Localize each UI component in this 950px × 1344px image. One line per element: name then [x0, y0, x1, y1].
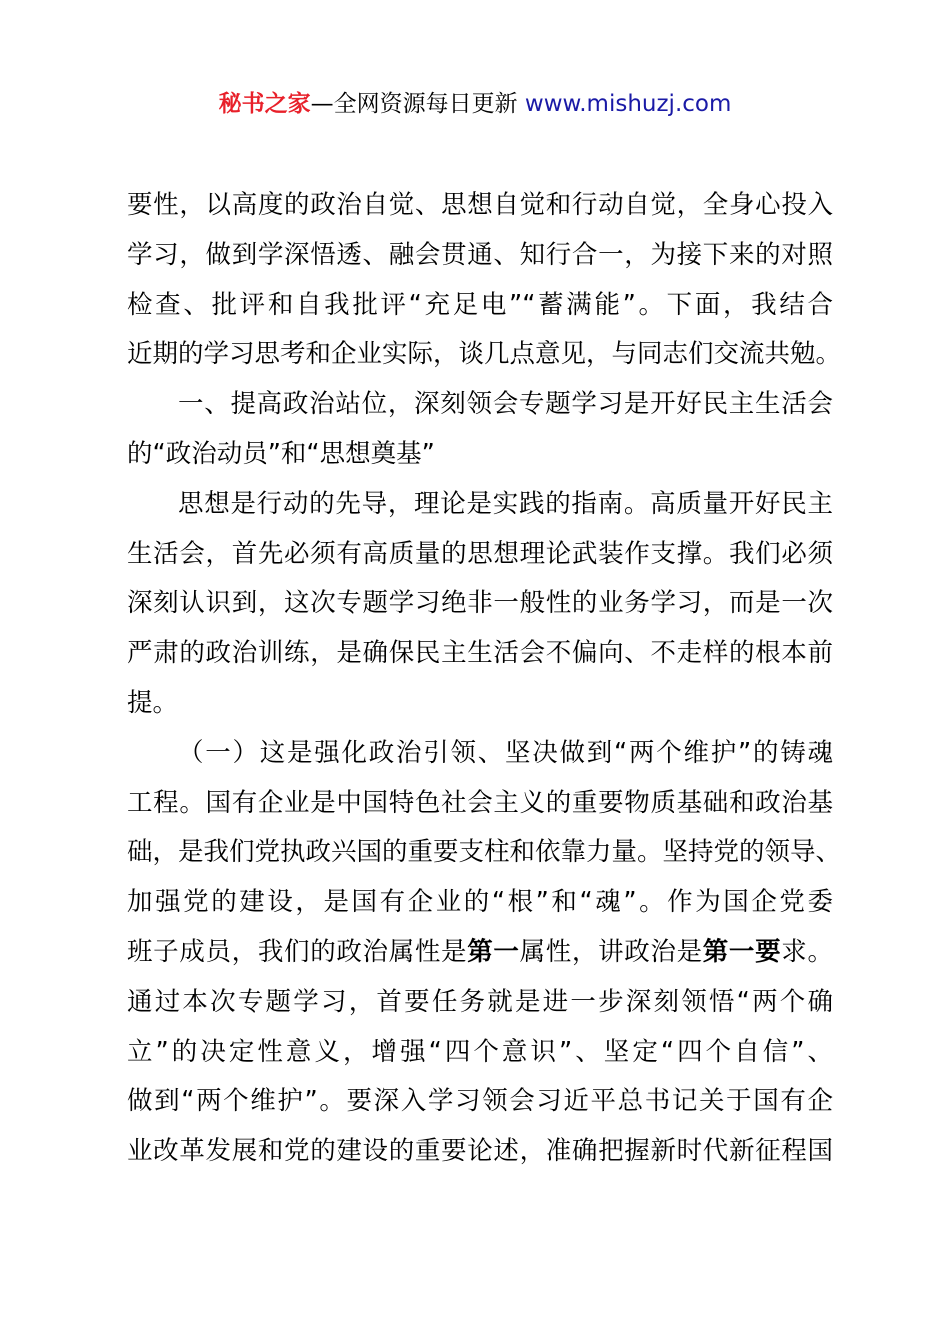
body-line: 础，是我们党执政兴国的重要支柱和依靠力量。坚持党的领导、: [127, 837, 842, 868]
text-segment: 求。: [781, 936, 833, 967]
body-line: 学习，做到学深悟透、融会贯通、知行合一，为接下来的对照: [127, 239, 833, 270]
site-url-link[interactable]: www.mishuzj.com: [524, 91, 732, 117]
body-line: 工程。国有企业是中国特色社会主义的重要物质基础和政治基: [127, 787, 833, 818]
body-line: 业改革发展和党的建设的重要论述，准确把握新时代新征程国: [127, 1136, 833, 1167]
body-line: 立”的决定性意义，增强“四个意识”、坚定“四个自信”、: [127, 1036, 833, 1067]
header-tagline: —全网资源每日更新: [310, 91, 525, 117]
body-line: 做到“两个维护”。要深入学习领会习近平总书记关于国有企: [127, 1086, 833, 1117]
emphasis-first: 第一: [467, 936, 520, 967]
body-line: 严肃的政治训练，是确保民主生活会不偏向、不走样的根本前: [127, 638, 833, 669]
body-line: 生活会，首先必须有高质量的思想理论武装作支撑。我们必须: [127, 538, 833, 569]
body-line: 通过本次专题学习，首要任务就是进一步深刻领悟“两个确: [127, 986, 833, 1017]
body-line: 提。: [127, 687, 179, 718]
emphasis-first-requirement: 第一要: [702, 936, 782, 967]
brand-name: 秘书之家: [218, 91, 311, 117]
body-line: 要性，以高度的政治自觉、思想自觉和行动自觉，全身心投入: [127, 190, 833, 220]
body-line: 深刻认识到，这次专题学习绝非一般性的业务学习，而是一次: [127, 588, 833, 619]
section-heading-line: 的“政治动员”和“思想奠基”: [127, 438, 435, 469]
body-line: 近期的学习思考和企业实际，谈几点意见，与同志们交流共勉。: [127, 339, 842, 370]
body-line: 加强党的建设，是国有企业的“根”和“魂”。作为国企党委: [127, 887, 833, 918]
text-segment: 班子成员，我们的政治属性是: [127, 936, 468, 967]
body-line: 思想是行动的先导，理论是实践的指南。高质量开好民主: [178, 488, 833, 519]
section-heading-line: 一、提高政治站位，深刻领会专题学习是开好民主生活会: [178, 389, 833, 420]
body-line: 检查、批评和自我批评“充足电”“蓄满能”。下面，我结合: [127, 289, 833, 320]
subsection-line: （一）这是强化政治引领、坚决做到“两个维护”的铸魂: [178, 737, 833, 768]
text-segment: 属性，讲政治是: [519, 936, 703, 967]
document-body: [127, 181, 842, 1177]
page-header: [0, 86, 950, 122]
body-line-with-emphasis: [127, 928, 833, 978]
